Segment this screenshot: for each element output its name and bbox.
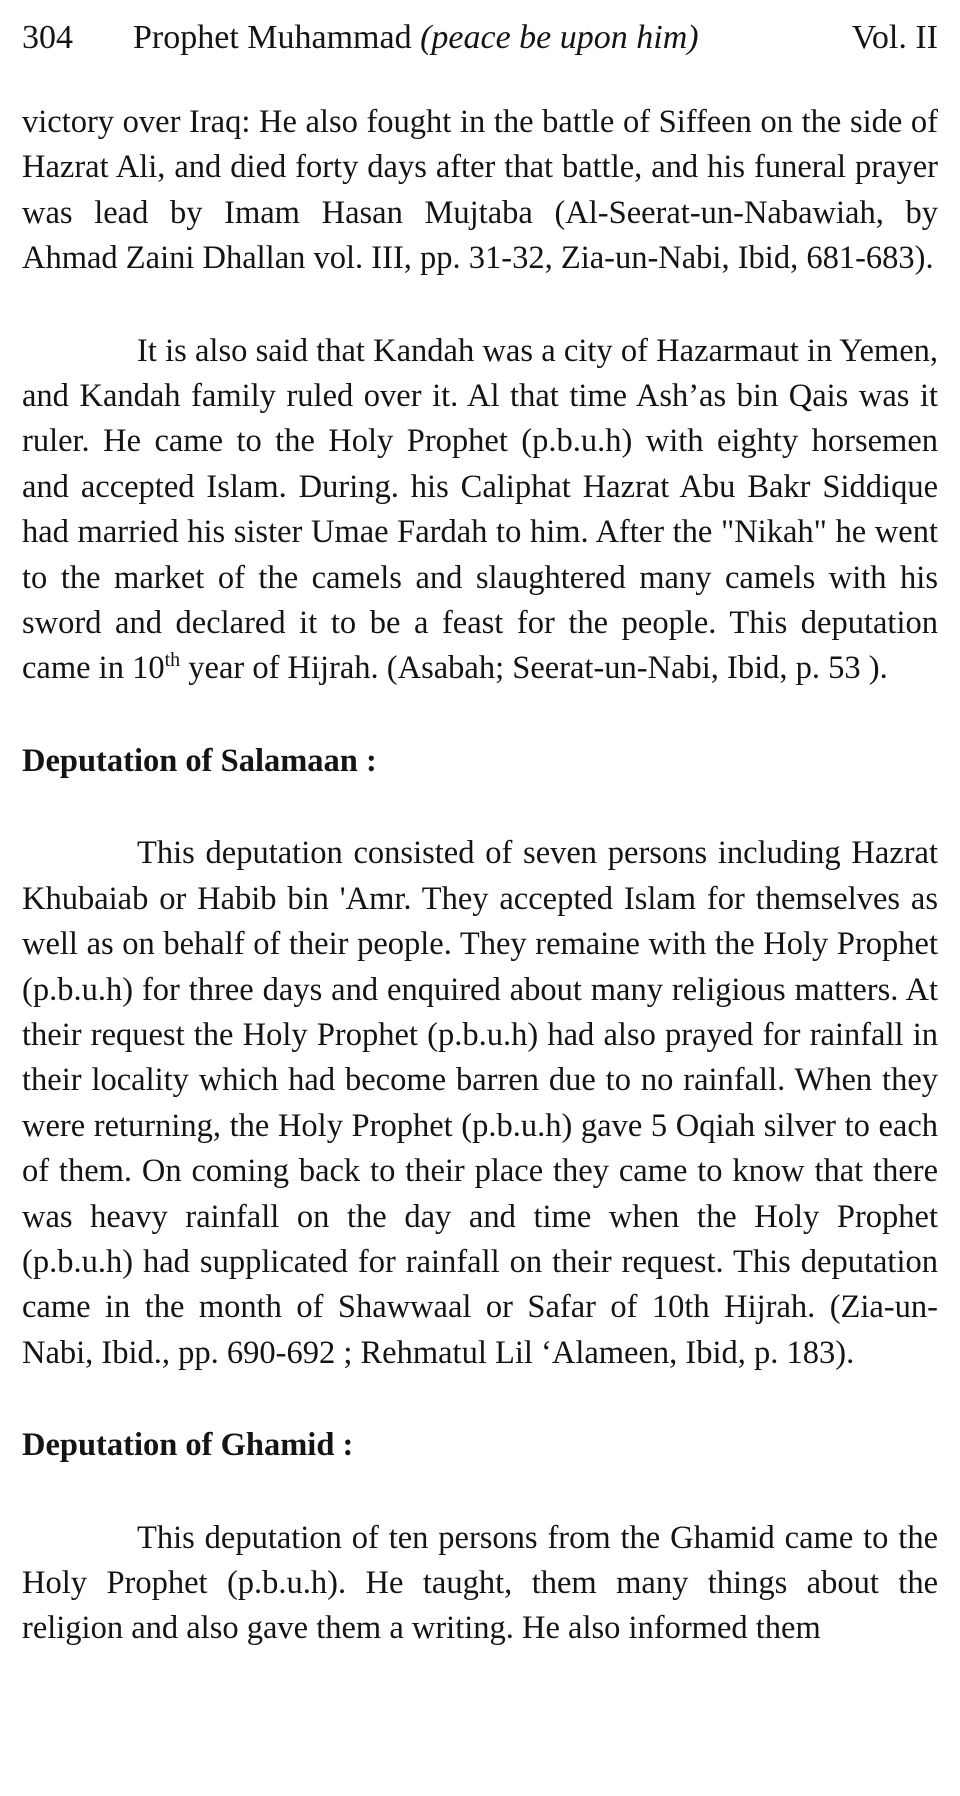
- book-title-main: Prophet Muhammad: [133, 19, 412, 56]
- paragraph-spacer: [22, 1469, 938, 1516]
- paragraph-spacer: [22, 1376, 938, 1423]
- ordinal-superscript: th: [164, 649, 181, 672]
- kandah-paragraph: [22, 329, 938, 692]
- running-header: [22, 14, 938, 62]
- book-title-italic: (peace be upon him): [420, 19, 699, 56]
- page-number: 304: [22, 19, 73, 56]
- body-text: [22, 100, 938, 1652]
- heading-ghamid: Deputation of Ghamid :: [22, 1427, 354, 1464]
- salamaan-paragraph: This deputation consisted of seven persons including Hazrat Khubaiab or Habib bin 'Amr. They accepted Islam for themselves as well as on behalf of their people. They remaine with the Holy Prophet (p.b.u.h) for three days and enquired about many religious matters. At their request the Holy Prophet (p.b.u.h) had also prayed for rainfall in their locality which had become barren due to no rainfall. When they were returning, the Holy Prophet (p.b.u.h) gave 5 Oqiah silver to each of them. On coming back to their place they came to know that there was heavy rainfall on the day and time when the Holy Prophet (p.b.u.h) had supplicated for rainfall on their request. This deputation came in the month of Shawwaal or Safar of 10th Hijrah. (Zia-un-Nabi, Ibid., pp. 690-692 ; Rehmatul Lil ‘Alameen, Ibid, p. 183).: [22, 835, 938, 1371]
- paragraph-spacer: [22, 282, 938, 329]
- ghamid-paragraph: This deputation of ten persons from the Ghamid came to the Holy Prophet (p.b.u.h). He taught, them many things about the religion and also gave them a writing. He also informed them: [22, 1519, 938, 1647]
- kandah-text-before: It is also said that Kandah was a city of Hazarmaut in Yemen, and Kandah family ruled over it. Al that time Ash’as bin Qais was it ruler. He came to the Holy Prophet (p.b.u.h) with eighty horsemen and accepted Islam. During. his Caliphat Hazrat Abu Bakr Siddique had married his sister Umae Fardah to him. After the "Nikah" he went to the market of the camels and slaughtered many camels with his sword and declared it to be a feast for the people. This deputation came in 10: [22, 332, 938, 687]
- continued-paragraph: victory over Iraq: He also fought in the battle of Siffeen on the side of Hazrat Ali, and died forty days after that battle, and his funeral prayer was lead by Imam Hasan Mujtaba (Al-Seerat-un-Nabawiah, by Ahmad Zaini Dhallan vol. III, pp. 31-32, Zia-un-Nabi, Ibid, 681-683).: [22, 104, 938, 277]
- book-page: [22, 0, 938, 1796]
- paragraph-spacer: [22, 692, 938, 739]
- book-title: [133, 14, 699, 62]
- kandah-text-after: year of Hijrah. (Asabah; Seerat-un-Nabi, Ibid, p. 53 ).: [180, 650, 888, 687]
- paragraph-spacer: [22, 784, 938, 831]
- volume-label: Vol. II: [851, 19, 938, 56]
- heading-salamaan: Deputation of Salamaan :: [22, 742, 377, 779]
